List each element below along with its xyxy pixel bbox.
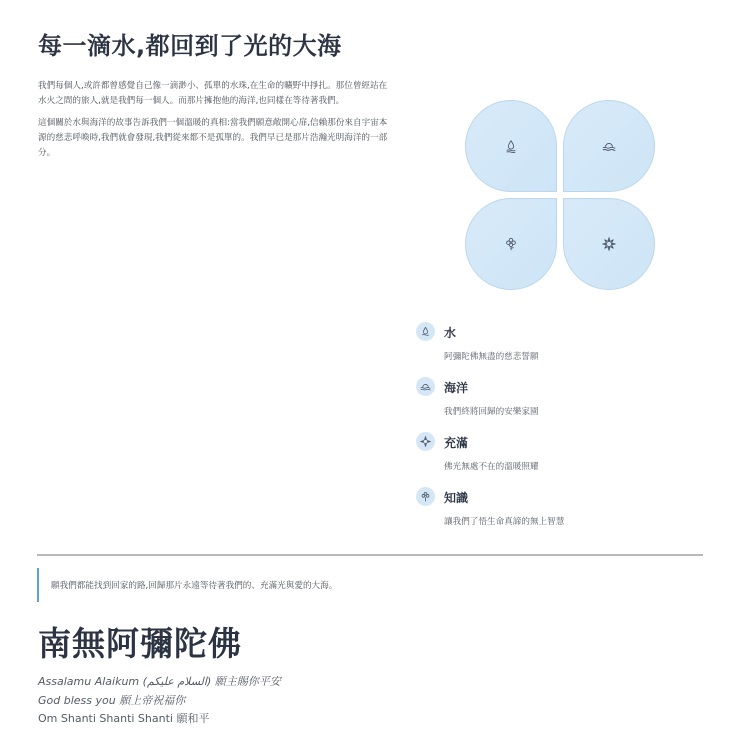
flower-icon [504, 237, 518, 251]
petal-knowledge [465, 198, 557, 290]
blessing-line [38, 673, 281, 692]
feature-desc: 佛光無處不在的溫暖照耀 [444, 462, 539, 472]
feature-item-water [416, 322, 716, 377]
feature-item-full [416, 432, 716, 487]
blessings-list [38, 673, 281, 729]
blessing-cjk: 願上帝祝福你 [119, 693, 186, 707]
sun-icon [602, 237, 616, 251]
four-petal-graphic [465, 100, 656, 291]
flower-icon [416, 487, 435, 506]
closing-title: 南無阿彌陀佛 [38, 624, 242, 663]
water-drop-icon [416, 322, 435, 341]
section-divider [37, 554, 703, 556]
blessing-cjk: 願主賜你平安 [214, 675, 281, 688]
intro-paragraph: 這個關於水與海洋的故事告訴我們一個溫暖的真相:當我們願意敞開心扉,信賴那份來自宇宙本源的慈悲呼喚時,我們就會發現,我們從來都不是孤單的。我們早已是那片浩瀚光明海洋的一部分。 [38, 118, 388, 158]
intro-text [38, 79, 394, 168]
sun-icon [416, 432, 435, 451]
blessing-latin: Om Shanti Shanti Shanti [38, 712, 173, 725]
feature-name: 海洋 [444, 381, 469, 395]
petal-ocean [563, 100, 655, 192]
feature-name: 充滿 [444, 436, 469, 450]
ocean-wave-icon [416, 377, 435, 396]
feature-desc: 阿彌陀佛無盡的慈悲誓願 [444, 352, 539, 362]
blessing-cjk: 願和平 [176, 712, 210, 725]
blessing-latin: God bless you [38, 693, 116, 707]
feature-list [416, 322, 716, 542]
petal-full [563, 198, 655, 290]
petal-water [465, 100, 557, 192]
page-title: 每一滴水,都回到了光的大海 [38, 32, 342, 60]
blessing-latin: Assalamu Alaikum (السلام عليكم) [38, 675, 212, 688]
blessing-line [38, 710, 281, 729]
quote-text: 願我們都能找到回家的路,回歸那片永遠等待著我們的、充滿光與愛的大海。 [51, 581, 338, 591]
intro-paragraph: 我們每個人,或許都曾感覺自己像一滴渺小、孤單的水珠,在生命的曠野中掙扎。那位曾經站在水火之間的旅人,就是我們每一個人。而那片擁抱他的海洋,也同樣在等待著我們。 [38, 81, 388, 106]
feature-desc: 讓我們了悟生命真諦的無上智慧 [444, 517, 565, 527]
blessing-line [38, 692, 281, 711]
sunrise-ocean-icon [602, 139, 616, 153]
feature-item-ocean [416, 377, 716, 432]
closing-quote [37, 568, 337, 602]
feature-item-knowledge [416, 487, 716, 542]
feature-name: 知識 [444, 491, 469, 505]
water-drop-icon [504, 139, 518, 153]
feature-name: 水 [444, 326, 457, 340]
feature-desc: 我們終將回歸的安樂家園 [444, 407, 539, 417]
